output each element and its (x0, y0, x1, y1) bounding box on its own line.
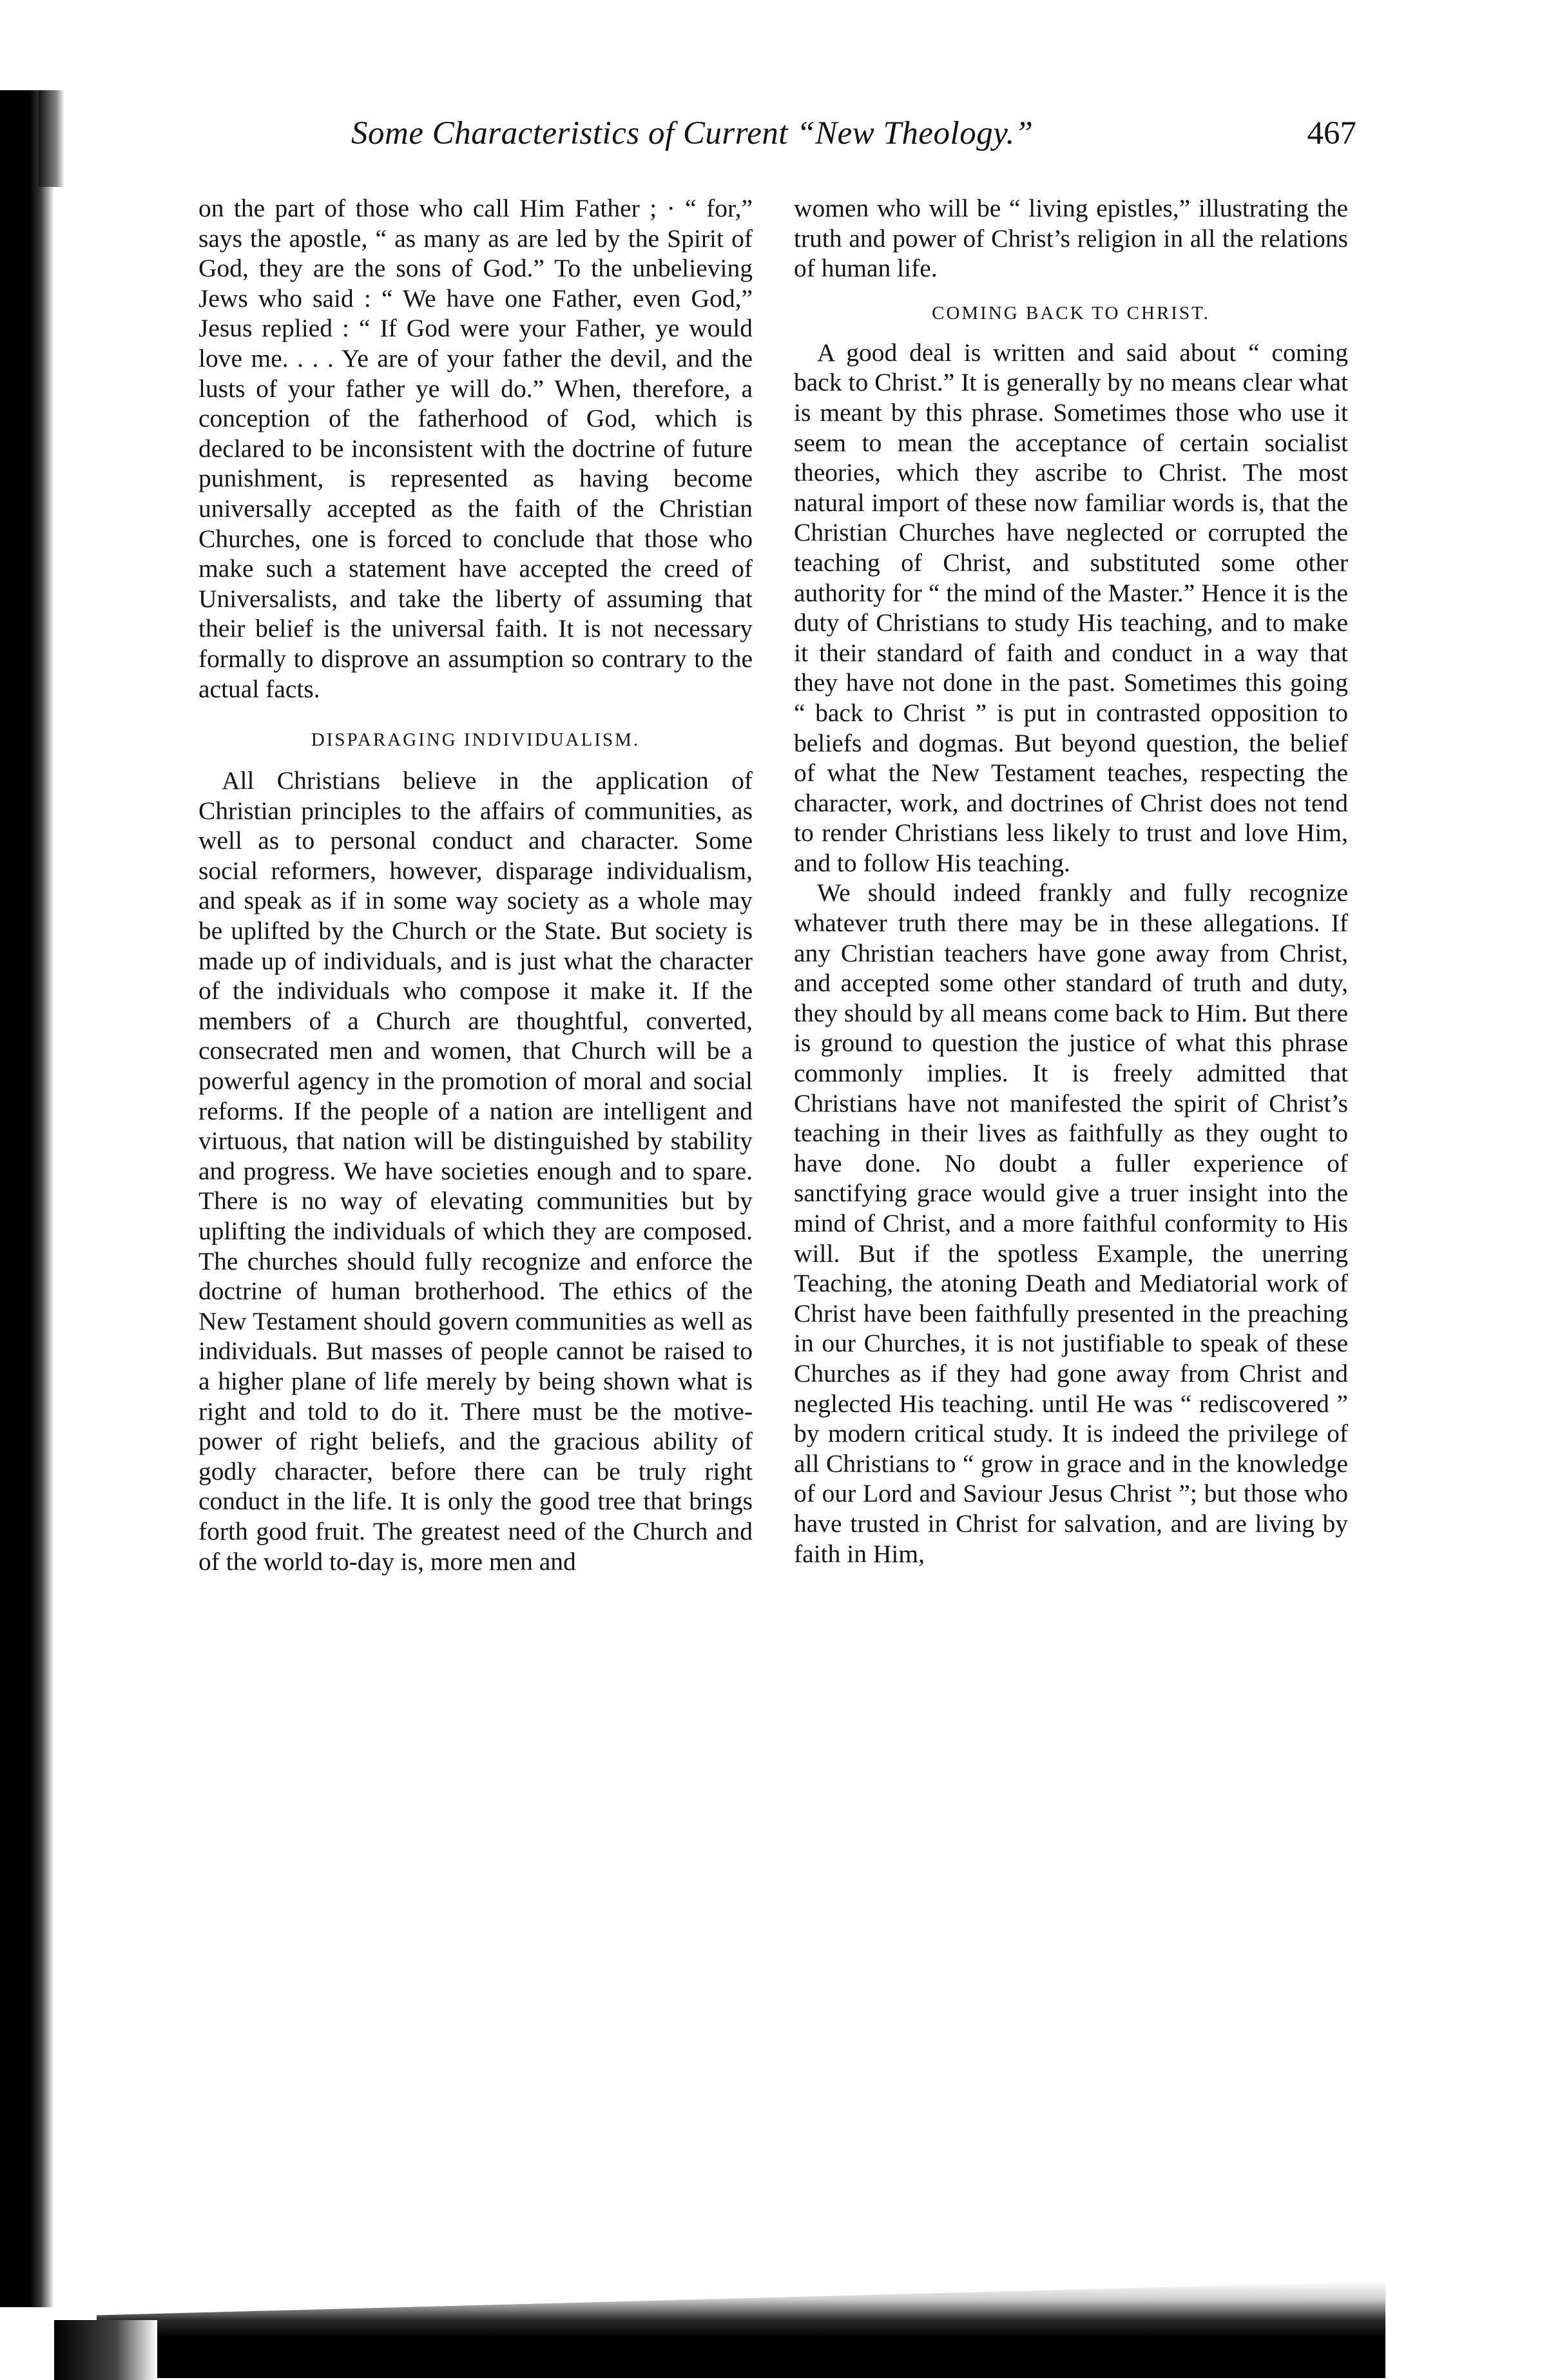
scan-corner-shadow (54, 2320, 157, 2380)
right-paragraph-2: A good deal is written and said about “ coming back to Christ.” It is generally by no means clear what is meant by this phrase. Sometimes those who use it seem to mean the acceptance of certain socialist theories, which they ascribe to Christ. The most natural import of these now familiar words is, that the Christian Churches have neglected or corrupted the teaching of Christ, and substituted some other authority for “ the mind of the Master.” Hence it is the duty of Christians to study His teaching, and to make it their standard of faith and conduct in a way that they have not done in the past. Sometimes this going “ back to Christ ” is put in contrasted opposition to beliefs and dogmas. But beyond question, the belief of what the New Testament teaches, respecting the character, work, and doctrines of Christ does not tend to render Christians less likely to trust and love Him, and to follow His teaching. (794, 338, 1348, 877)
page-number: 467 (1307, 115, 1356, 151)
right-paragraph-1: women who will be “ living epistles,” illustrating the truth and power of Christ’s religion in all the relations of human life. (794, 194, 1348, 283)
left-paragraph-1: on the part of those who call Him Father ; · “ for,” says the apostle, “ as many as are led by the Spirit of God, they are the sons of God.” To the unbelieving Jews who said : “ We have one Father, even God,” Jesus replied : “ If God were your Father, ye would love me. . . . Ye are of your father the devil, and the lusts of your father ye will do.” When, therefore, a conception of the fatherhood of God, which is declared to be inconsistent with the doctrine of future punishment, is represented as having become universally accepted as the faith of the Christian Churches, one is forced to conclude that those who make such a statement have accepted the creed of Universalists, and take the liberty of assuming that their belief is the universal faith. It is not necessary formally to disprove an assumption so contrary to the actual facts. (198, 194, 753, 703)
left-paragraph-2: All Christians believe in the application of Christian principles to the affairs of communities, as well as to personal conduct and character. Some social reformers, however, disparage individualism, and speak as if in some way society as a whole may be uplifted by the Church or the State. But society is made up of individuals, and is just what the character of the individuals who compose it make it. If the members of a Church are thoughtful, converted, consecrated men and women, that Church will be a powerful agency in the promotion of moral and social reforms. If the people of a nation are intelligent and virtuous, that nation will be distinguished by stability and progress. We have societies enough and to spare. There is no way of elevating communities but by uplifting the individuals of which they are composed. The churches should fully recognize and enforce the doctrine of human brotherhood. The ethics of the New Testament should govern communities as well as individuals. But masses of people cannot be raised to a higher plane of life merely by being shown what is right and told to do it. There must be the motive-power of right beliefs, and the gracious ability of godly character, before there can be truly right conduct in the life. It is only the good tree that brings forth good fruit. The greatest need of the Church and of the world to-day is, more men and (198, 766, 753, 1576)
running-title: Some Characteristics of Current “New Theology.” (351, 115, 1034, 151)
right-column (794, 193, 1348, 1569)
section-heading-coming-back-to-christ: COMING BACK TO CHRIST. (932, 302, 1210, 324)
scan-binding-shadow (0, 90, 54, 2307)
scan-bottom-edge-shadow (97, 2281, 1385, 2378)
left-column (198, 193, 753, 1576)
section-heading-disparaging-individualism: DISPARAGING INDIVIDUALISM. (311, 730, 641, 751)
scan-binding-shadow-top (39, 90, 64, 187)
right-paragraph-3: We should indeed frankly and fully recognize whatever truth there may be in these allegations. If any Christian teachers have gone away from Christ, and accepted some other standard of truth and duty, they should by all means come back to Him. But there is ground to question the justice of what this phrase commonly implies. It is freely admitted that Christians have not manifested the spirit of Christ’s teaching in their lives as faithfully as they ought to have done. No doubt a fuller experience of sanctifying grace would give a truer insight into the mind of Christ, and a more faithful conformity to His will. But if the spotless Example, the unerring Teaching, the atoning Death and Mediatorial work of Christ have been faithfully presented in the preaching in our Churches, it is not justifiable to speak of these Churches as if they had gone away from Christ and neglected His teaching. until He was “ rediscovered ” by modern critical study. It is indeed the privilege of all Christians to “ grow in grace and in the knowledge of our Lord and Saviour Jesus Christ ”; but those who have trusted in Christ for salvation, and are living by faith in Him, (794, 878, 1348, 1568)
running-header (351, 115, 1356, 160)
